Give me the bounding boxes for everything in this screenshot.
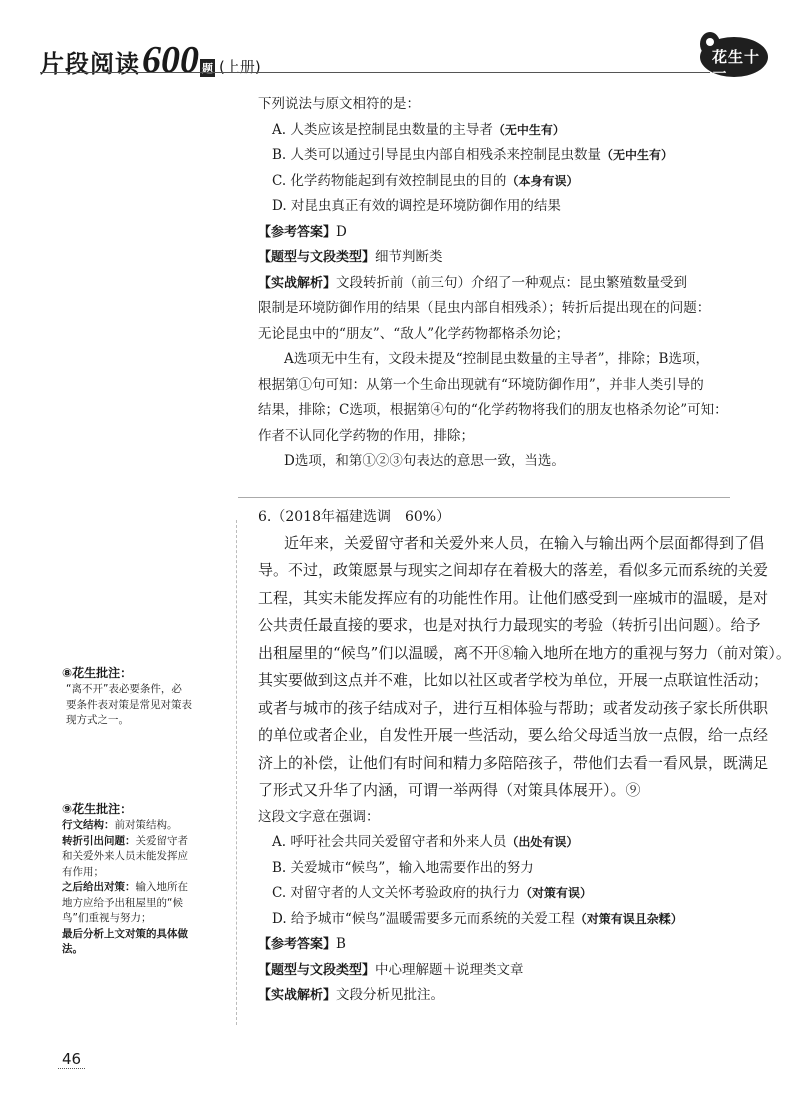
lower-analysis: 【实战解析】文段分析见批注。 [258, 987, 445, 1003]
sidenote-line: 要条件表对策是常见对策表 [66, 698, 192, 711]
upper-question-stem: 下列说法与原文相符的是： [258, 96, 420, 112]
passage-line: 工程，其实未能发挥应有的功能性作用。让他们感受到一座城市的温暖，是对 [258, 588, 769, 607]
question-6-title: 6.（2018年福建选调 60%） [258, 508, 451, 525]
book-name: 片段阅读 [40, 50, 140, 78]
passage-line: 导。不过，政策愿景与现实之间却存在着极大的落差，看似多元而系统的关爱 [258, 561, 769, 579]
upper-analysis-line: A选项无中生有，文段未提及“控制昆虫数量的主导者”，排除；B选项， [284, 351, 709, 367]
upper-type: 【题型与文段类型】细节判断类 [258, 249, 443, 265]
sidenote-8 [62, 664, 234, 729]
upper-answer: 【参考答案】D [258, 223, 347, 240]
option-item: B. 人类可以通过引导昆虫内部自相残杀来控制昆虫数量（无中生有） [272, 147, 674, 163]
sidenote-line: “离不开”表必要条件，必 [66, 683, 182, 695]
lower-answer: 【参考答案】B [258, 936, 346, 952]
sidenote-line: 之后给出对策：输入地所在 [62, 881, 188, 893]
upper-analysis-line: 限制是环境防御作用的结果（昆虫内部自相残杀）；转折后提出现在的问题： [258, 300, 711, 316]
upper-analysis-line: 无论昆虫中的“朋友”、“敌人”化学药物都格杀勿论； [258, 325, 570, 342]
lower-question-stem: 这段文字意在强调： [258, 808, 380, 825]
book-number: 600 [142, 39, 199, 81]
sidenote-9 [62, 800, 234, 958]
lower-type: 【题型与文段类型】中心理解题＋说理类文章 [258, 961, 524, 978]
book-unit: 题 [200, 59, 215, 77]
upper-analysis-line: 作者不认同化学药物的作用，排除； [258, 427, 474, 444]
sidenote-line: 鸟”们重视与努力； [62, 912, 152, 924]
sidenote-line: 地方应给予出租屋里的“候 [62, 896, 183, 909]
upper-analysis-line: 【实战解析】文段转折前（前三句）介绍了一种观点：昆虫繁殖数量受到 [258, 274, 688, 291]
option-item: A. 呼吁社会共同关爱留守者和外来人员（出处有误） [272, 834, 579, 850]
option-item: D. 对昆虫真正有效的调控是环境防御作用的结果 [272, 198, 561, 214]
upper-analysis-line: 结果，排除；C选项，根据第④句的“化学药物将我们的朋友也格杀勿论”可知： [258, 402, 728, 418]
passage-line: 济上的补偿，让他们有时间和精力多陪陪孩子，带他们去看一看风景，既满足 [258, 753, 769, 772]
peanut-logo [694, 30, 770, 87]
passage-line: 公共责任最直接的要求，也是对执行力最现实的考验（转折引出问题）。给予 [258, 616, 761, 634]
upper-analysis-line: D选项，和第①②③句表达的意思一致，当选。 [284, 453, 565, 469]
option-item: B. 关爱城市“候鸟”，输入地需要作出的努力 [272, 859, 534, 876]
sidenote-title: ⑨花生批注： [62, 802, 133, 816]
passage-line: 出租屋里的“候鸟”们以温暖，离不开⑧输入地所在地方的重视与努力（前对策）。 [258, 643, 791, 662]
option-item: D. 给予城市“候鸟”温暖需要多元而系统的关爱工程（对策有误且杂糅） [272, 910, 683, 927]
option-item: A. 人类应该是控制昆虫数量的主导者（无中生有） [272, 121, 565, 138]
sidenote-line: 行文结构：前对策结构。 [62, 819, 178, 831]
logo-text: 花生十三 [712, 48, 761, 87]
header-rule [40, 72, 710, 73]
passage-line: 其实要做到这点并不难，比如以社区或者学校为单位，开展一点联谊性活动； [258, 671, 769, 689]
passage-line: 了形式又升华了内涵，可谓一举两得（对策具体展开）。⑨ [258, 781, 641, 799]
section-divider [238, 497, 730, 498]
sidenote-line: 最后分析上文对策的具体做 [62, 927, 188, 940]
option-item: C. 对留守者的人文关怀考验政府的执行力（对策有误） [272, 885, 592, 901]
sidenote-line: 现方式之一。 [66, 714, 129, 726]
passage-line: 或者与城市的孩子结成对子，进行互相体验与帮助；或者发动孩子家长所供职 [258, 698, 769, 717]
sidenote-title: ⑧花生批注： [62, 666, 133, 680]
option-item: C. 化学药物能起到有效控制昆虫的目的（本身有误） [272, 172, 579, 189]
passage-line: 的单位或者企业，自发性开展一些活动，要么给父母适当放一点假，给一点经 [258, 726, 769, 744]
upper-analysis-line: 根据第①句可知：从第一个生命出现就有“环境防御作用”，并非人类引导的 [258, 376, 704, 393]
sidenote-line: 有作用； [62, 865, 104, 878]
sidenote-line: 转折引出问题：关爱留守者 [62, 834, 188, 847]
page-number: 46 [58, 1050, 85, 1068]
main-content [258, 92, 791, 1009]
question-6-passage [258, 530, 791, 805]
page-header [40, 38, 770, 90]
sidenote-line: 和关爱外来人员未能发挥应 [62, 850, 188, 862]
passage-line: 近年来，关爱留守者和关爱外来人员，在输入与输出两个层面都得到了倡 [284, 533, 765, 552]
sidenote-line: 法。 [62, 943, 83, 955]
book-title [40, 38, 261, 82]
margin-divider [236, 520, 237, 1025]
book-volume: (上册) [219, 58, 261, 76]
